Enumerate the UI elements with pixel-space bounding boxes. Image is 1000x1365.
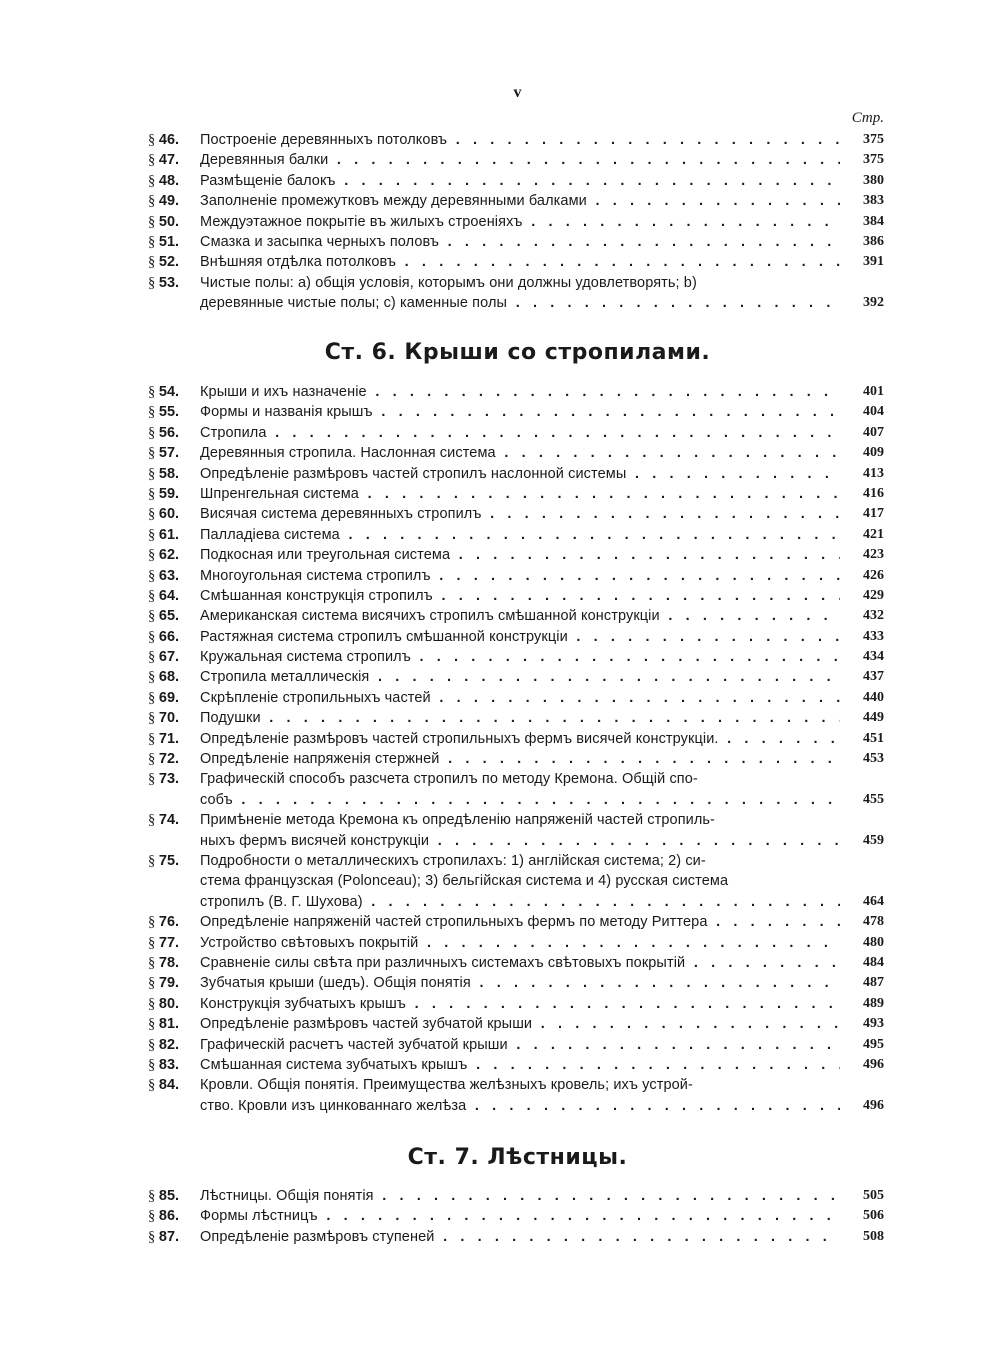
entry-title: Деревянныя стропила. Наслонная система . . . bbox=[200, 443, 840, 463]
section-sign-icon: § bbox=[148, 1077, 159, 1094]
section-number-value: 57. bbox=[158, 445, 180, 462]
section-number bbox=[148, 973, 200, 993]
toc-entry-row bbox=[148, 191, 884, 211]
section-number bbox=[148, 831, 200, 851]
entry-page-number: 478 bbox=[863, 914, 884, 930]
section-number bbox=[148, 402, 200, 422]
section-sign-icon: § bbox=[148, 547, 159, 564]
toc-entry-row bbox=[148, 688, 884, 708]
toc-entry-row bbox=[148, 1096, 884, 1116]
section-number bbox=[148, 749, 200, 769]
entry-title: Примѣненіе метода Кремона къ опредѣленію напряженій частей стропиль- bbox=[200, 812, 715, 829]
section-sign-icon: § bbox=[148, 954, 159, 971]
entry-page-number: 455 bbox=[863, 791, 884, 807]
section-number bbox=[148, 293, 200, 313]
toc-entry-row bbox=[148, 851, 884, 871]
entry-title: Смѣшанная конструкція стропилъ . . . bbox=[200, 586, 840, 606]
section-number-value: 83. bbox=[158, 1056, 180, 1073]
toc-entry-row bbox=[148, 252, 884, 272]
section-sign-icon: § bbox=[148, 274, 159, 291]
section-number bbox=[148, 1035, 200, 1055]
section-number bbox=[148, 871, 200, 891]
section-sign-icon: § bbox=[148, 485, 159, 502]
entry-page-number: 496 bbox=[863, 1097, 884, 1113]
toc-entry-row bbox=[148, 586, 884, 606]
page-column-header: Стр. bbox=[851, 110, 884, 126]
section-number-value: 82. bbox=[158, 1036, 180, 1053]
entry-page-number: 386 bbox=[863, 233, 884, 249]
entry-page-number: 421 bbox=[863, 526, 884, 542]
toc-entry-row bbox=[148, 212, 884, 232]
section-number-value: 84. bbox=[158, 1077, 180, 1094]
toc-entry-row bbox=[148, 273, 884, 293]
section-sign-icon: § bbox=[148, 404, 159, 421]
toc-entry-row bbox=[148, 871, 884, 891]
section-number-value: 69. bbox=[158, 689, 180, 706]
toc-entry-row bbox=[148, 293, 884, 313]
entry-title: Графическій способъ разсчета стропилъ по методу Кремона. Общій спо- bbox=[200, 771, 698, 788]
entry-title: Стропила металлическія . . . bbox=[200, 667, 840, 687]
section-number bbox=[148, 171, 200, 191]
section-sign-icon: § bbox=[148, 1016, 159, 1033]
entry-title: стропилъ (В. Г. Шухова) . . . bbox=[200, 892, 840, 912]
entry-page-number: 459 bbox=[863, 832, 884, 848]
section-number bbox=[148, 504, 200, 524]
section-number bbox=[148, 1055, 200, 1075]
section-number-value: 50. bbox=[158, 213, 180, 230]
toc-entry-row bbox=[148, 912, 884, 932]
section-sign-icon: § bbox=[148, 567, 159, 584]
toc-entry-row bbox=[148, 443, 884, 463]
toc-entry-row bbox=[148, 1055, 884, 1075]
toc-entry-row bbox=[148, 423, 884, 443]
section-number-value: 76. bbox=[158, 914, 180, 931]
section-sign-icon: § bbox=[148, 730, 159, 747]
section-number-value: 72. bbox=[158, 751, 180, 768]
section-number bbox=[148, 688, 200, 708]
section-sign-icon: § bbox=[148, 771, 159, 788]
chapter-heading-stairs: Ст. 7. Лѣстницы. bbox=[407, 1145, 628, 1170]
entry-page-number: 508 bbox=[863, 1228, 884, 1244]
section-number-value: 67. bbox=[158, 649, 180, 666]
entry-title: Внѣшняя отдѣлка потолковъ . . . bbox=[200, 252, 840, 272]
section-number bbox=[148, 1186, 200, 1206]
section-number bbox=[148, 892, 200, 912]
toc-entry-row bbox=[148, 1075, 884, 1095]
section-number-value: 59. bbox=[158, 485, 180, 502]
section-number bbox=[148, 1075, 200, 1095]
section-number-value: 49. bbox=[158, 193, 180, 210]
toc-entry-row bbox=[148, 810, 884, 830]
section-sign-icon: § bbox=[148, 254, 159, 271]
section-number bbox=[148, 586, 200, 606]
section-sign-icon: § bbox=[148, 172, 159, 189]
section-sign-icon: § bbox=[148, 812, 159, 829]
section-sign-icon: § bbox=[148, 132, 159, 148]
section-number bbox=[148, 545, 200, 565]
section-sign-icon: § bbox=[148, 995, 159, 1012]
section-number bbox=[148, 1227, 200, 1247]
toc-entry-row bbox=[148, 232, 884, 252]
section-sign-icon: § bbox=[148, 1188, 159, 1204]
entry-title: Стропила . . . bbox=[200, 423, 840, 443]
entry-page-number: 407 bbox=[863, 424, 884, 440]
section-number bbox=[148, 1206, 200, 1226]
entry-page-number: 392 bbox=[863, 295, 884, 311]
entry-page-number bbox=[840, 273, 884, 293]
toc-entry-row bbox=[148, 1186, 884, 1206]
section-number bbox=[148, 790, 200, 810]
entry-page-number: 417 bbox=[863, 506, 884, 522]
entry-page-number: 440 bbox=[863, 689, 884, 705]
section-sign-icon: § bbox=[148, 975, 159, 992]
entry-title: Опредѣленіе размѣровъ частей стропилъ наслонной системы . . . bbox=[200, 464, 840, 484]
section-sign-icon: § bbox=[148, 506, 159, 523]
entry-page-number bbox=[840, 851, 884, 871]
entry-title: собъ . . . bbox=[200, 790, 840, 810]
entry-title: Размѣщеніе балокъ . . . bbox=[200, 171, 840, 191]
section-number-value: 46. bbox=[158, 132, 180, 148]
entry-page-number: 505 bbox=[863, 1188, 884, 1203]
entry-title: стема французская (Polonceau); 3) бельгійская система и 4) русская система bbox=[200, 873, 729, 890]
section-sign-icon: § bbox=[148, 710, 159, 727]
entry-page-number: 413 bbox=[863, 465, 884, 481]
toc-entry-row bbox=[148, 953, 884, 973]
section-number-value: 60. bbox=[158, 506, 180, 523]
entry-title: Кружальная система стропилъ . . . bbox=[200, 647, 840, 667]
toc-entry-row bbox=[148, 402, 884, 422]
section-sign-icon: § bbox=[148, 628, 159, 645]
section-number bbox=[148, 1014, 200, 1034]
section-sign-icon: § bbox=[148, 424, 159, 441]
toc-entry-row bbox=[148, 708, 884, 728]
section-sign-icon: § bbox=[148, 608, 159, 625]
section-number-value: 70. bbox=[158, 710, 180, 727]
entry-title: Лѣстницы. Общія понятія . . . bbox=[200, 1186, 840, 1206]
toc-entry-row bbox=[148, 769, 884, 789]
entry-page-number: 484 bbox=[863, 954, 884, 970]
entry-title: деревянные чистые полы; с) каменные полы . . . bbox=[200, 293, 840, 313]
entry-title: Опредѣленіе напряженія стержней . . . bbox=[200, 749, 840, 769]
entry-title: Смѣшанная система зубчатыхъ крышъ . . . bbox=[200, 1055, 840, 1075]
entry-title: Чистые полы: а) общія условія, которымъ они должны удовлетворять; b) bbox=[200, 274, 697, 291]
section-number-value: 61. bbox=[158, 526, 180, 543]
toc-entry-row bbox=[148, 1206, 884, 1226]
section-sign-icon: § bbox=[148, 649, 159, 666]
entry-title: Междуэтажное покрытіе въ жилыхъ строеніяхъ . . . bbox=[200, 212, 840, 232]
section-sign-icon: § bbox=[148, 1208, 159, 1225]
entry-title: Палладіева система . . . bbox=[200, 525, 840, 545]
section-number-value: 47. bbox=[158, 152, 180, 169]
toc-entry-row bbox=[148, 1035, 884, 1055]
entry-page-number: 451 bbox=[863, 730, 884, 746]
entry-page-number: 495 bbox=[863, 1036, 884, 1052]
entry-title: Подкосная или треугольная система . . . bbox=[200, 545, 840, 565]
section-number bbox=[148, 443, 200, 463]
section-sign-icon: § bbox=[148, 526, 159, 543]
entry-page-number: 416 bbox=[863, 485, 884, 501]
section-number bbox=[148, 667, 200, 687]
entry-title: Графическій расчетъ частей зубчатой крыши . . . bbox=[200, 1035, 840, 1055]
section-number bbox=[148, 191, 200, 211]
section-sign-icon: § bbox=[148, 669, 159, 686]
section-number-value: 87. bbox=[158, 1228, 180, 1245]
section-number-value: 85. bbox=[158, 1188, 180, 1204]
toc-entry-row bbox=[148, 566, 884, 586]
section-number bbox=[148, 851, 200, 871]
section-number-value: 65. bbox=[158, 608, 180, 625]
entry-page-number: 493 bbox=[863, 1016, 884, 1032]
section-sign-icon: § bbox=[148, 193, 159, 210]
section-number-value: 74. bbox=[158, 812, 180, 829]
toc-entry-row bbox=[148, 606, 884, 626]
toc-entry-row bbox=[148, 667, 884, 687]
section-number bbox=[148, 994, 200, 1014]
toc-entry-row bbox=[148, 831, 884, 851]
section-number bbox=[148, 1096, 200, 1116]
section-number-value: 80. bbox=[158, 995, 180, 1012]
entry-title: Формы и названія крышъ . . . bbox=[200, 402, 840, 422]
entry-page-number: 375 bbox=[863, 132, 884, 147]
section-number bbox=[148, 130, 200, 150]
section-number bbox=[148, 273, 200, 293]
entry-title: Опредѣленіе размѣровъ ступеней . . . bbox=[200, 1227, 840, 1247]
entry-page-number: 429 bbox=[863, 587, 884, 603]
section-sign-icon: § bbox=[148, 751, 159, 768]
section-sign-icon: § bbox=[148, 1056, 159, 1073]
section-number bbox=[148, 252, 200, 272]
toc-entry-row bbox=[148, 464, 884, 484]
entry-title: Формы лѣстницъ . . . bbox=[200, 1206, 840, 1226]
section-sign-icon: § bbox=[148, 213, 159, 230]
section-number bbox=[148, 232, 200, 252]
entry-title: Зубчатыя крыши (шедъ). Общія понятія . . . bbox=[200, 973, 840, 993]
section-sign-icon: § bbox=[148, 445, 159, 462]
entry-page-number: 437 bbox=[863, 669, 884, 685]
entry-page-number: 480 bbox=[863, 934, 884, 950]
entry-title: Опредѣленіе напряженій частей стропильныхъ фермъ по методу Риттера . . . bbox=[200, 912, 840, 932]
section-number-value: 86. bbox=[158, 1208, 180, 1225]
entry-page-number bbox=[840, 810, 884, 830]
toc-entry-row bbox=[148, 484, 884, 504]
entry-title: Деревянныя балки . . . bbox=[200, 150, 840, 170]
entry-title: Скрѣпленіе стропильныхъ частей . . . bbox=[200, 688, 840, 708]
entry-title: Опредѣленіе размѣровъ частей зубчатой крыши . . . bbox=[200, 1014, 840, 1034]
section-number-value: 51. bbox=[158, 233, 180, 250]
entry-page-number: 496 bbox=[863, 1056, 884, 1072]
section-number bbox=[148, 627, 200, 647]
entry-page-number: 383 bbox=[863, 193, 884, 209]
entry-title: Сравненіе силы свѣта при различныхъ системахъ свѣтовыхъ покрытій . . . bbox=[200, 953, 840, 973]
toc-entry-row bbox=[148, 382, 884, 402]
section-number-value: 58. bbox=[158, 465, 180, 482]
toc-entry-row bbox=[148, 933, 884, 953]
page-number: v bbox=[513, 84, 522, 101]
section-number-value: 68. bbox=[158, 669, 180, 686]
section-number bbox=[148, 912, 200, 932]
entry-title: Построеніе деревянныхъ потолковъ . . . bbox=[200, 130, 840, 150]
entry-page-number: 433 bbox=[863, 628, 884, 644]
toc-entry-row bbox=[148, 973, 884, 993]
section-number bbox=[148, 729, 200, 749]
section-number bbox=[148, 708, 200, 728]
entry-title: Шпренгельная система . . . bbox=[200, 484, 840, 504]
section-sign-icon: § bbox=[148, 689, 159, 706]
entry-title: Заполненіе промежутковъ между деревянными балками . . . bbox=[200, 191, 840, 211]
section-number bbox=[148, 525, 200, 545]
toc-entry-row bbox=[148, 171, 884, 191]
entry-page-number: 506 bbox=[863, 1208, 884, 1224]
section-number-value: 53. bbox=[158, 274, 180, 291]
entry-page-number: 384 bbox=[863, 213, 884, 229]
section-number-value: 81. bbox=[158, 1016, 180, 1033]
section-number-value: 77. bbox=[158, 934, 180, 951]
entry-page-number bbox=[840, 1075, 884, 1095]
entry-page-number: 434 bbox=[863, 649, 884, 665]
section-number-value: 75. bbox=[158, 852, 180, 869]
section-number-value: 54. bbox=[158, 384, 180, 400]
entry-page-number: 380 bbox=[863, 172, 884, 188]
section-sign-icon: § bbox=[148, 152, 159, 169]
toc-entry-row bbox=[148, 130, 884, 150]
entry-page-number bbox=[840, 769, 884, 789]
entry-title: Опредѣленіе размѣровъ частей стропильныхъ фермъ висячей конструкціи. . . . bbox=[200, 729, 840, 749]
section-sign-icon: § bbox=[148, 465, 159, 482]
toc-entry-row bbox=[148, 647, 884, 667]
entry-title: ство. Кровли изъ цинкованнаго желѣза . . . bbox=[200, 1096, 840, 1116]
entry-page-number: 426 bbox=[863, 567, 884, 583]
entry-page-number: 375 bbox=[863, 152, 884, 168]
section-number-value: 64. bbox=[158, 587, 180, 604]
section-sign-icon: § bbox=[148, 587, 159, 604]
toc-entry-row bbox=[148, 994, 884, 1014]
section-number-value: 52. bbox=[158, 254, 180, 271]
entry-title: ныхъ фермъ висячей конструкціи . . . bbox=[200, 831, 840, 851]
entry-title: Подробности о металлическихъ стропилахъ: 1) англійская система; 2) си- bbox=[200, 852, 706, 869]
entry-page-number bbox=[840, 871, 884, 891]
section-number-value: 63. bbox=[158, 567, 180, 584]
toc-entry-row bbox=[148, 790, 884, 810]
toc-entry-row bbox=[148, 892, 884, 912]
toc-entry-row bbox=[148, 525, 884, 545]
section-sign-icon: § bbox=[148, 384, 159, 400]
section-sign-icon: § bbox=[148, 1036, 159, 1053]
section-number bbox=[148, 953, 200, 973]
entry-page-number: 423 bbox=[863, 547, 884, 563]
entry-title: Растяжная система стропилъ смѣшанной конструкціи . . . bbox=[200, 627, 840, 647]
entry-page-number: 449 bbox=[863, 710, 884, 726]
section-sign-icon: § bbox=[148, 914, 159, 931]
entry-title: Конструкція зубчатыхъ крышъ . . . bbox=[200, 994, 840, 1014]
toc-section-ceilings bbox=[148, 130, 884, 314]
section-number bbox=[148, 382, 200, 402]
section-sign-icon: § bbox=[148, 852, 159, 869]
section-number bbox=[148, 769, 200, 789]
entry-title: Висячая система деревянныхъ стропилъ . . . bbox=[200, 504, 840, 524]
toc-section-stairs bbox=[148, 1186, 884, 1247]
section-number-value: 79. bbox=[158, 975, 180, 992]
section-number bbox=[148, 606, 200, 626]
section-number-value: 71. bbox=[158, 730, 180, 747]
entry-page-number: 409 bbox=[863, 445, 884, 461]
entry-title: Смазка и засыпка черныхъ половъ . . . bbox=[200, 232, 840, 252]
toc-section-roofs bbox=[148, 382, 884, 1116]
toc-entry-row bbox=[148, 504, 884, 524]
section-number-value: 62. bbox=[158, 547, 180, 564]
chapter-heading-roofs: Ст. 6. Крыши со стропилами. bbox=[324, 340, 711, 365]
entry-page-number: 453 bbox=[863, 751, 884, 767]
toc-entry-row bbox=[148, 150, 884, 170]
section-number bbox=[148, 647, 200, 667]
toc-entry-row bbox=[148, 729, 884, 749]
section-sign-icon: § bbox=[148, 934, 159, 951]
entry-title: Устройство свѣтовыхъ покрытій . . . bbox=[200, 933, 840, 953]
section-number-value: 66. bbox=[158, 628, 180, 645]
section-number-value: 78. bbox=[158, 954, 180, 971]
section-sign-icon: § bbox=[148, 233, 159, 250]
toc-entry-row bbox=[148, 545, 884, 565]
section-number bbox=[148, 810, 200, 830]
toc-entry-row bbox=[148, 1014, 884, 1034]
section-number-value: 56. bbox=[158, 424, 180, 441]
section-number-value: 48. bbox=[158, 172, 180, 189]
entry-page-number: 464 bbox=[863, 893, 884, 909]
entry-page-number: 432 bbox=[863, 608, 884, 624]
section-number bbox=[148, 464, 200, 484]
toc-entry-row bbox=[148, 627, 884, 647]
entry-page-number: 404 bbox=[863, 404, 884, 420]
section-number bbox=[148, 150, 200, 170]
section-number bbox=[148, 423, 200, 443]
entry-title: Кровли. Общія понятія. Преимущества желѣзныхъ кровель; ихъ устрой- bbox=[200, 1077, 693, 1094]
section-number-value: 55. bbox=[158, 404, 180, 421]
section-number bbox=[148, 212, 200, 232]
section-number-value: 73. bbox=[158, 771, 180, 788]
section-sign-icon: § bbox=[148, 1228, 159, 1245]
toc-entry-row bbox=[148, 1227, 884, 1247]
entry-page-number: 401 bbox=[863, 384, 884, 399]
toc-entry-row bbox=[148, 749, 884, 769]
entry-page-number: 487 bbox=[863, 975, 884, 991]
section-number bbox=[148, 566, 200, 586]
entry-page-number: 489 bbox=[863, 995, 884, 1011]
section-number bbox=[148, 484, 200, 504]
entry-title: Подушки . . . bbox=[200, 708, 840, 728]
entry-title: Американская система висячихъ стропилъ смѣшанной конструкціи . . . bbox=[200, 606, 840, 626]
entry-title: Многоугольная система стропилъ . . . bbox=[200, 566, 840, 586]
entry-page-number: 391 bbox=[863, 254, 884, 270]
section-number bbox=[148, 933, 200, 953]
entry-title: Крыши и ихъ назначеніе . . . bbox=[200, 382, 840, 402]
